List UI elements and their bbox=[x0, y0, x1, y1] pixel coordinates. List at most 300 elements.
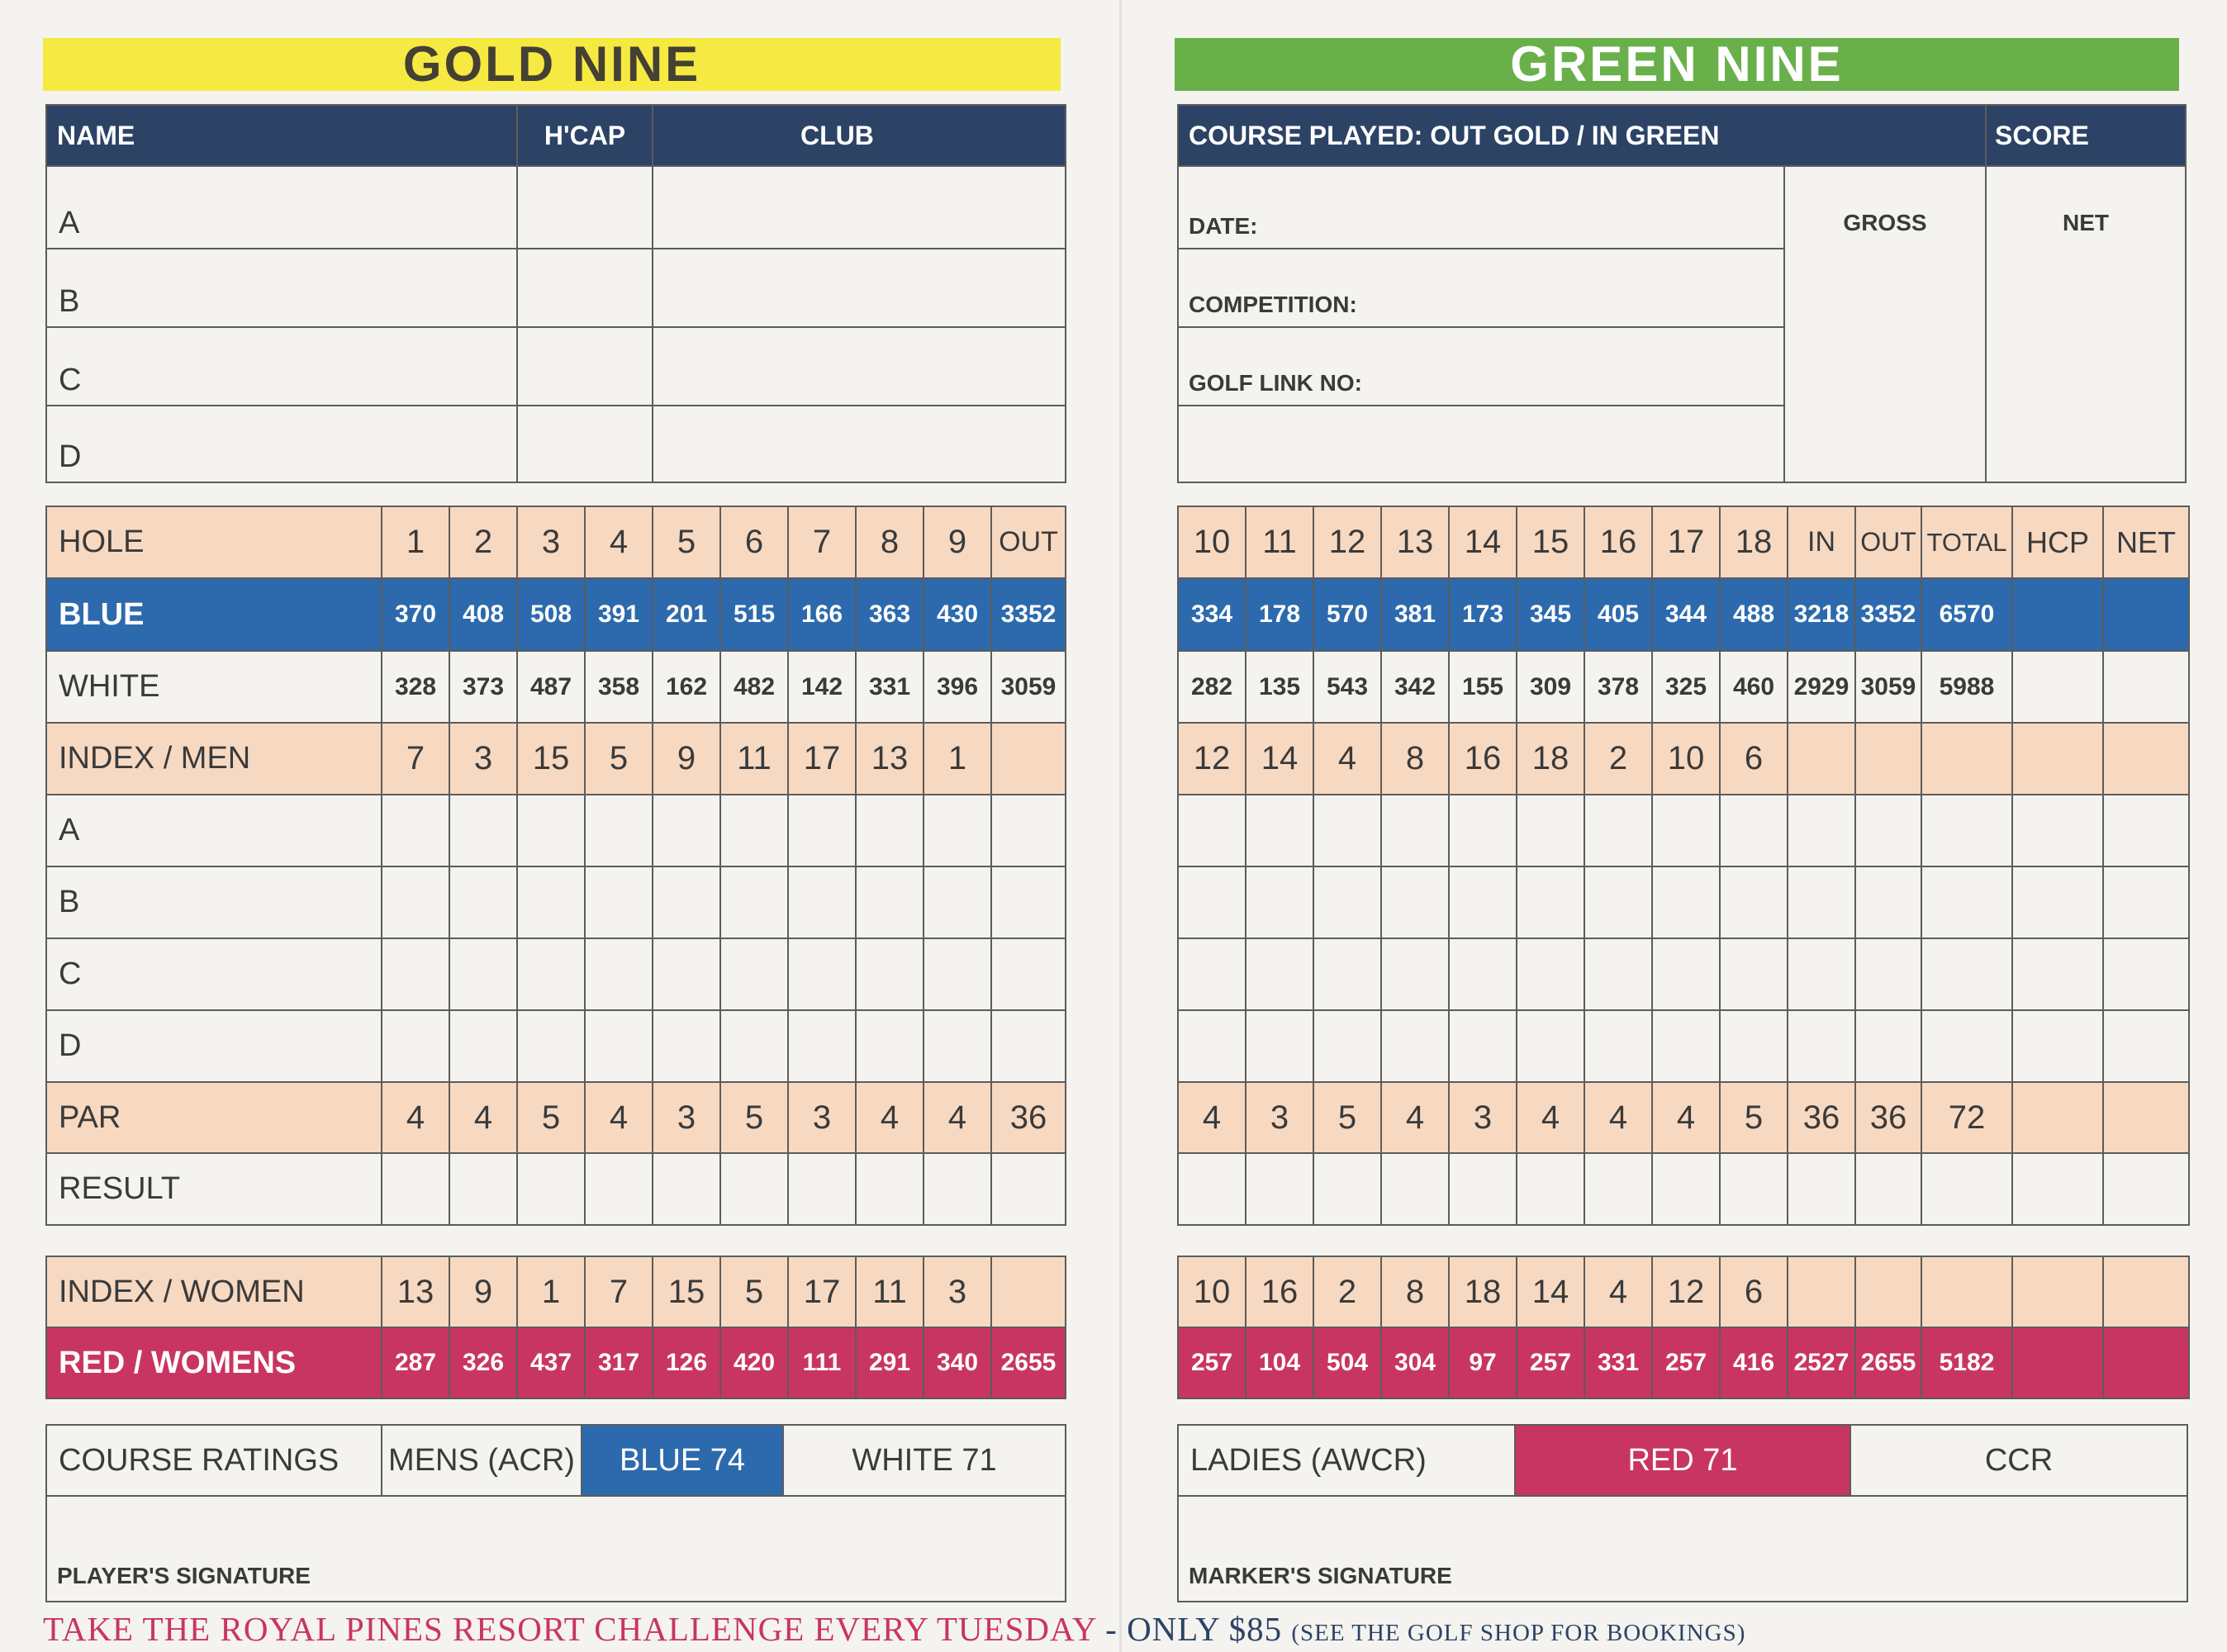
score-cell[interactable] bbox=[720, 795, 788, 866]
result-cell[interactable] bbox=[1313, 1153, 1381, 1225]
red-distance: 257 bbox=[1517, 1327, 1584, 1398]
score-in-cell[interactable] bbox=[1788, 1010, 1855, 1082]
blue-distance: 173 bbox=[1449, 578, 1517, 651]
green-nine-title: GREEN NINE bbox=[1510, 36, 1844, 92]
white-distance: 460 bbox=[1720, 651, 1788, 723]
score-cell[interactable] bbox=[856, 1010, 924, 1082]
out-header: OUT bbox=[1855, 506, 1921, 578]
score-hcp-cell[interactable] bbox=[2012, 795, 2103, 866]
red-in-total: 2527 bbox=[1788, 1327, 1855, 1398]
white-distance: 378 bbox=[1584, 651, 1652, 723]
blue-out-total: 3352 bbox=[991, 578, 1066, 651]
score-cell[interactable] bbox=[449, 866, 517, 938]
score-out-cell[interactable] bbox=[991, 866, 1066, 938]
red-distance: 104 bbox=[1246, 1327, 1313, 1398]
score-cell[interactable] bbox=[382, 938, 449, 1010]
result-cell[interactable] bbox=[1584, 1153, 1652, 1225]
score-cell[interactable] bbox=[1584, 938, 1652, 1010]
index-men-empty bbox=[1855, 723, 1921, 795]
player-b-hcap-field[interactable] bbox=[517, 249, 653, 327]
score-cell[interactable] bbox=[1178, 866, 1246, 938]
hole-number: 3 bbox=[517, 506, 585, 578]
red-grand-total: 5182 bbox=[1921, 1327, 2012, 1398]
score-cell[interactable] bbox=[517, 938, 585, 1010]
index-women-empty bbox=[2103, 1256, 2189, 1327]
score-in-cell[interactable] bbox=[1788, 938, 1855, 1010]
score-cell[interactable] bbox=[1720, 866, 1788, 938]
score-total-cell[interactable] bbox=[1921, 1010, 2012, 1082]
blue-distance: 405 bbox=[1584, 578, 1652, 651]
green-score-table bbox=[1177, 506, 2190, 1226]
score-net-cell[interactable] bbox=[2103, 866, 2189, 938]
result-net-cell[interactable] bbox=[2103, 1153, 2189, 1225]
score-cell[interactable] bbox=[382, 1010, 449, 1082]
index-men-value: 13 bbox=[856, 723, 924, 795]
score-row-d bbox=[1178, 1010, 2189, 1082]
white-distance: 396 bbox=[924, 651, 991, 723]
par-value: 4 bbox=[1381, 1082, 1449, 1153]
score-row-b bbox=[1178, 866, 2189, 938]
score-cell[interactable] bbox=[1246, 795, 1313, 866]
index-men-value: 5 bbox=[585, 723, 653, 795]
red-out-total: 2655 bbox=[1855, 1327, 1921, 1398]
score-total-cell[interactable] bbox=[1921, 795, 2012, 866]
par-grand-total: 72 bbox=[1921, 1082, 2012, 1153]
index-men-value: 14 bbox=[1246, 723, 1313, 795]
date-field[interactable] bbox=[1178, 166, 1784, 249]
red-distance: 420 bbox=[720, 1327, 788, 1398]
score-out-cell[interactable] bbox=[1855, 1010, 1921, 1082]
result-cell[interactable] bbox=[449, 1153, 517, 1225]
red-tee-row bbox=[1178, 1327, 2189, 1398]
score-cell[interactable] bbox=[449, 1010, 517, 1082]
score-cell[interactable] bbox=[1449, 795, 1517, 866]
blue-distance: 515 bbox=[720, 578, 788, 651]
score-net-cell[interactable] bbox=[2103, 1010, 2189, 1082]
hole-number: 18 bbox=[1720, 506, 1788, 578]
index-men-value: 16 bbox=[1449, 723, 1517, 795]
index-men-value: 10 bbox=[1652, 723, 1720, 795]
red-distance: 126 bbox=[653, 1327, 720, 1398]
score-cell[interactable] bbox=[788, 795, 856, 866]
player-a-club-field[interactable] bbox=[653, 166, 1066, 249]
result-cell[interactable] bbox=[788, 1153, 856, 1225]
score-cell[interactable] bbox=[1246, 1010, 1313, 1082]
red-distance: 304 bbox=[1381, 1327, 1449, 1398]
score-cell[interactable] bbox=[788, 1010, 856, 1082]
blue-out-total: 3352 bbox=[1855, 578, 1921, 651]
score-cell[interactable] bbox=[788, 938, 856, 1010]
white-distance: 373 bbox=[449, 651, 517, 723]
result-cell[interactable] bbox=[1720, 1153, 1788, 1225]
blue-tee-row bbox=[1178, 578, 2189, 651]
green-nine-banner bbox=[1175, 38, 2179, 91]
score-out-cell[interactable] bbox=[991, 938, 1066, 1010]
red-distance: 257 bbox=[1178, 1327, 1246, 1398]
result-in-cell[interactable] bbox=[1788, 1153, 1855, 1225]
hole-number: 14 bbox=[1449, 506, 1517, 578]
green-women-table bbox=[1177, 1256, 2190, 1399]
in-header: IN bbox=[1788, 506, 1855, 578]
score-cell[interactable] bbox=[856, 938, 924, 1010]
score-cell[interactable] bbox=[1584, 795, 1652, 866]
score-cell[interactable] bbox=[856, 866, 924, 938]
club-header: CLUB bbox=[653, 105, 1066, 166]
result-cell[interactable] bbox=[1449, 1153, 1517, 1225]
blue-distance: 508 bbox=[517, 578, 585, 651]
score-cell[interactable] bbox=[1720, 938, 1788, 1010]
promo-footer bbox=[43, 1611, 2191, 1647]
white-distance: 482 bbox=[720, 651, 788, 723]
par-value: 3 bbox=[1246, 1082, 1313, 1153]
marker-signature-field[interactable] bbox=[1178, 1496, 2187, 1602]
course-ratings-row bbox=[46, 1425, 1066, 1496]
green-ratings-table bbox=[1177, 1424, 2188, 1602]
score-in-cell[interactable] bbox=[1788, 795, 1855, 866]
player-a-hcap-field[interactable] bbox=[517, 166, 653, 249]
score-cell[interactable] bbox=[1584, 1010, 1652, 1082]
player-header-row bbox=[46, 105, 1066, 166]
index-women-value: 8 bbox=[1381, 1256, 1449, 1327]
score-cell[interactable] bbox=[1517, 795, 1584, 866]
index-women-value: 7 bbox=[585, 1256, 653, 1327]
hole-number: 7 bbox=[788, 506, 856, 578]
result-out-cell[interactable] bbox=[991, 1153, 1066, 1225]
blue-distance: 381 bbox=[1381, 578, 1449, 651]
card-fold bbox=[1119, 0, 1122, 1652]
net-header: NET bbox=[2103, 506, 2189, 578]
red-distance: 504 bbox=[1313, 1327, 1381, 1398]
score-cell[interactable] bbox=[1246, 866, 1313, 938]
course-played-header bbox=[1178, 105, 1986, 166]
score-total-cell[interactable] bbox=[1921, 938, 2012, 1010]
index-women-empty bbox=[1921, 1256, 2012, 1327]
score-cell[interactable] bbox=[1246, 938, 1313, 1010]
gross-score-field[interactable] bbox=[1784, 166, 1986, 482]
white-rating: WHITE 71 bbox=[783, 1425, 1066, 1496]
gold-player-table bbox=[45, 104, 1066, 483]
hole-label: HOLE bbox=[46, 506, 382, 578]
red-label: RED / WOMENS bbox=[46, 1327, 382, 1398]
red-distance: 326 bbox=[449, 1327, 517, 1398]
score-hcp-cell[interactable] bbox=[2012, 1010, 2103, 1082]
score-cell[interactable] bbox=[1178, 1010, 1246, 1082]
score-cell[interactable] bbox=[720, 938, 788, 1010]
hole-row bbox=[1178, 506, 2189, 578]
score-cell[interactable] bbox=[517, 1010, 585, 1082]
hole-number: 9 bbox=[924, 506, 991, 578]
net-score-field[interactable] bbox=[1986, 166, 2186, 482]
par-value: 4 bbox=[1652, 1082, 1720, 1153]
blue-distance: 488 bbox=[1720, 578, 1788, 651]
player-row bbox=[46, 249, 1066, 327]
score-cell[interactable] bbox=[1381, 1010, 1449, 1082]
score-net-cell[interactable] bbox=[2103, 938, 2189, 1010]
index-men-empty bbox=[2103, 723, 2189, 795]
white-distance: 162 bbox=[653, 651, 720, 723]
gold-women-table bbox=[45, 1256, 1066, 1399]
index-women-value: 10 bbox=[1178, 1256, 1246, 1327]
score-cell[interactable] bbox=[1517, 866, 1584, 938]
index-women-value: 13 bbox=[382, 1256, 449, 1327]
score-cell[interactable] bbox=[1652, 938, 1720, 1010]
info-blank-cell bbox=[1178, 406, 1784, 482]
score-cell[interactable] bbox=[1178, 938, 1246, 1010]
score-cell[interactable] bbox=[1517, 938, 1584, 1010]
score-cell[interactable] bbox=[1517, 1010, 1584, 1082]
hole-number: 8 bbox=[856, 506, 924, 578]
index-men-value: 9 bbox=[653, 723, 720, 795]
par-hcp-cell bbox=[2012, 1082, 2103, 1153]
index-women-empty bbox=[2012, 1256, 2103, 1327]
result-cell[interactable] bbox=[382, 1153, 449, 1225]
index-women-empty bbox=[1855, 1256, 1921, 1327]
score-cell[interactable] bbox=[924, 866, 991, 938]
white-distance: 331 bbox=[856, 651, 924, 723]
result-cell[interactable] bbox=[720, 1153, 788, 1225]
promo-text: TAKE THE ROYAL PINES RESORT CHALLENGE EVERY TUESDAY bbox=[43, 1610, 1096, 1648]
red-distance: 111 bbox=[788, 1327, 856, 1398]
score-out-cell[interactable] bbox=[1855, 866, 1921, 938]
index-men-empty bbox=[2012, 723, 2103, 795]
score-cell[interactable] bbox=[1652, 795, 1720, 866]
player-signature-field[interactable] bbox=[46, 1496, 1066, 1602]
score-cell[interactable] bbox=[382, 795, 449, 866]
result-cell[interactable] bbox=[1517, 1153, 1584, 1225]
blue-distance: 178 bbox=[1246, 578, 1313, 651]
result-total-cell[interactable] bbox=[1921, 1153, 2012, 1225]
white-out-total: 3059 bbox=[991, 651, 1066, 723]
score-cell[interactable] bbox=[585, 1010, 653, 1082]
score-cell[interactable] bbox=[653, 1010, 720, 1082]
total-header: TOTAL bbox=[1921, 506, 2012, 578]
result-cell[interactable] bbox=[653, 1153, 720, 1225]
red-distance: 97 bbox=[1449, 1327, 1517, 1398]
score-cell[interactable] bbox=[449, 795, 517, 866]
score-cell[interactable] bbox=[1313, 866, 1381, 938]
player-c-hcap-field[interactable] bbox=[517, 327, 653, 406]
score-cell[interactable] bbox=[1178, 795, 1246, 866]
index-men-value: 11 bbox=[720, 723, 788, 795]
gold-score-table bbox=[45, 506, 1066, 1226]
index-men-value: 4 bbox=[1313, 723, 1381, 795]
score-cell[interactable] bbox=[720, 866, 788, 938]
index-men-value: 3 bbox=[449, 723, 517, 795]
white-net-cell bbox=[2103, 651, 2189, 723]
index-men-value: 1 bbox=[924, 723, 991, 795]
player-row bbox=[46, 166, 1066, 249]
blue-distance: 391 bbox=[585, 578, 653, 651]
blue-net-cell bbox=[2103, 578, 2189, 651]
score-cell[interactable] bbox=[1381, 938, 1449, 1010]
player-signature-row bbox=[46, 1496, 1066, 1602]
mens-acr-label: MENS (ACR) bbox=[382, 1425, 582, 1496]
blue-distance: 570 bbox=[1313, 578, 1381, 651]
index-women-value: 2 bbox=[1313, 1256, 1381, 1327]
score-cell[interactable] bbox=[517, 795, 585, 866]
player-d-hcap-field[interactable] bbox=[517, 406, 653, 482]
competition-field[interactable] bbox=[1178, 249, 1784, 327]
score-cell[interactable] bbox=[653, 866, 720, 938]
course-ratings-label: COURSE RATINGS bbox=[46, 1425, 382, 1496]
score-cell[interactable] bbox=[1449, 1010, 1517, 1082]
index-men-value: 7 bbox=[382, 723, 449, 795]
index-women-value: 16 bbox=[1246, 1256, 1313, 1327]
score-cell[interactable] bbox=[1313, 1010, 1381, 1082]
player-d-label: D bbox=[46, 406, 517, 482]
score-net-cell[interactable] bbox=[2103, 795, 2189, 866]
index-men-value: 6 bbox=[1720, 723, 1788, 795]
hole-row bbox=[46, 506, 1066, 578]
score-cell[interactable] bbox=[382, 866, 449, 938]
score-out-cell[interactable] bbox=[1855, 938, 1921, 1010]
result-cell[interactable] bbox=[1246, 1153, 1313, 1225]
hole-number: 11 bbox=[1246, 506, 1313, 578]
player-a-label: A bbox=[46, 166, 517, 249]
score-cell[interactable] bbox=[1449, 866, 1517, 938]
blue-distance: 345 bbox=[1517, 578, 1584, 651]
hole-number: 10 bbox=[1178, 506, 1246, 578]
par-value: 3 bbox=[788, 1082, 856, 1153]
score-cell[interactable] bbox=[449, 938, 517, 1010]
score-hcp-cell[interactable] bbox=[2012, 866, 2103, 938]
score-cell[interactable] bbox=[924, 1010, 991, 1082]
red-tee-row bbox=[46, 1327, 1066, 1398]
white-distance: 325 bbox=[1652, 651, 1720, 723]
white-distance: 342 bbox=[1381, 651, 1449, 723]
score-out-cell[interactable] bbox=[1855, 795, 1921, 866]
score-cell[interactable] bbox=[720, 1010, 788, 1082]
score-cell[interactable] bbox=[1720, 1010, 1788, 1082]
index-women-value: 3 bbox=[924, 1256, 991, 1327]
score-cell[interactable] bbox=[1381, 866, 1449, 938]
score-cell[interactable] bbox=[517, 866, 585, 938]
red-distance: 331 bbox=[1584, 1327, 1652, 1398]
score-hcp-cell[interactable] bbox=[2012, 938, 2103, 1010]
result-cell[interactable] bbox=[1178, 1153, 1246, 1225]
score-cell[interactable] bbox=[585, 866, 653, 938]
white-distance: 328 bbox=[382, 651, 449, 723]
par-row bbox=[46, 1082, 1066, 1153]
score-cell[interactable] bbox=[1381, 795, 1449, 866]
white-tee-row bbox=[46, 651, 1066, 723]
hole-number: 15 bbox=[1517, 506, 1584, 578]
index-men-value: 17 bbox=[788, 723, 856, 795]
score-cell[interactable] bbox=[788, 866, 856, 938]
white-distance: 282 bbox=[1178, 651, 1246, 723]
red-distance: 291 bbox=[856, 1327, 924, 1398]
hcap-header: H'CAP bbox=[517, 105, 653, 166]
score-cell[interactable] bbox=[924, 795, 991, 866]
hole-number: 16 bbox=[1584, 506, 1652, 578]
result-cell[interactable] bbox=[924, 1153, 991, 1225]
par-out-total: 36 bbox=[1855, 1082, 1921, 1153]
par-value: 5 bbox=[1313, 1082, 1381, 1153]
result-row bbox=[1178, 1153, 2189, 1225]
blue-distance: 430 bbox=[924, 578, 991, 651]
blue-distance: 201 bbox=[653, 578, 720, 651]
player-row bbox=[46, 327, 1066, 406]
index-men-value: 2 bbox=[1584, 723, 1652, 795]
name-header: NAME bbox=[46, 105, 517, 166]
result-cell[interactable] bbox=[585, 1153, 653, 1225]
index-women-empty bbox=[991, 1256, 1066, 1327]
score-row-c bbox=[46, 938, 1066, 1010]
out-header: OUT bbox=[991, 506, 1066, 578]
golf-link-field[interactable] bbox=[1178, 327, 1784, 406]
date-row bbox=[1178, 166, 2186, 249]
ladies-awcr-label: LADIES (AWCR) bbox=[1178, 1425, 1515, 1496]
score-cell[interactable] bbox=[1313, 938, 1381, 1010]
hole-number: 12 bbox=[1313, 506, 1381, 578]
score-total-cell[interactable] bbox=[1921, 866, 2012, 938]
index-men-value: 8 bbox=[1381, 723, 1449, 795]
player-b-club-field[interactable] bbox=[653, 249, 1066, 327]
result-cell[interactable] bbox=[1381, 1153, 1449, 1225]
white-in-total: 2929 bbox=[1788, 651, 1855, 723]
player-d-club-field[interactable] bbox=[653, 406, 1066, 482]
blue-distance: 363 bbox=[856, 578, 924, 651]
index-women-row bbox=[1178, 1256, 2189, 1327]
score-cell[interactable] bbox=[653, 795, 720, 866]
score-cell[interactable] bbox=[856, 795, 924, 866]
red-distance: 437 bbox=[517, 1327, 585, 1398]
score-row-d bbox=[46, 1010, 1066, 1082]
index-women-value: 14 bbox=[1517, 1256, 1584, 1327]
index-women-value: 11 bbox=[856, 1256, 924, 1327]
score-cell[interactable] bbox=[924, 938, 991, 1010]
white-distance: 487 bbox=[517, 651, 585, 723]
score-cell[interactable] bbox=[1720, 795, 1788, 866]
index-women-value: 9 bbox=[449, 1256, 517, 1327]
score-cell[interactable] bbox=[1652, 866, 1720, 938]
score-out-cell[interactable] bbox=[991, 1010, 1066, 1082]
result-hcp-cell[interactable] bbox=[2012, 1153, 2103, 1225]
white-out-total: 3059 bbox=[1855, 651, 1921, 723]
score-cell[interactable] bbox=[585, 795, 653, 866]
player-c-label: C bbox=[46, 327, 517, 406]
player-c-club-field[interactable] bbox=[653, 327, 1066, 406]
date-label: DATE: bbox=[1189, 213, 1258, 239]
score-out-cell[interactable] bbox=[991, 795, 1066, 866]
par-in-total: 36 bbox=[1788, 1082, 1855, 1153]
result-label: RESULT bbox=[46, 1153, 382, 1225]
score-cell[interactable] bbox=[653, 938, 720, 1010]
ccr-label: CCR bbox=[1850, 1425, 2187, 1496]
par-value: 4 bbox=[382, 1082, 449, 1153]
score-cell[interactable] bbox=[1449, 938, 1517, 1010]
result-out-cell[interactable] bbox=[1855, 1153, 1921, 1225]
score-player-label: C bbox=[46, 938, 382, 1010]
hcp-header: HCP bbox=[2012, 506, 2103, 578]
score-in-cell[interactable] bbox=[1788, 866, 1855, 938]
blue-distance: 344 bbox=[1652, 578, 1720, 651]
par-value: 4 bbox=[856, 1082, 924, 1153]
white-distance: 135 bbox=[1246, 651, 1313, 723]
result-cell[interactable] bbox=[1652, 1153, 1720, 1225]
score-cell[interactable] bbox=[1313, 795, 1381, 866]
red-distance: 287 bbox=[382, 1327, 449, 1398]
result-cell[interactable] bbox=[856, 1153, 924, 1225]
marker-signature-label: MARKER'S SIGNATURE bbox=[1189, 1563, 1452, 1588]
result-cell[interactable] bbox=[517, 1153, 585, 1225]
score-cell[interactable] bbox=[1584, 866, 1652, 938]
score-cell[interactable] bbox=[1652, 1010, 1720, 1082]
score-cell[interactable] bbox=[585, 938, 653, 1010]
net-label: NET bbox=[2063, 210, 2109, 235]
red-rating: RED 71 bbox=[1515, 1425, 1850, 1496]
course-played-label: COURSE PLAYED: OUT GOLD / IN GREEN bbox=[1189, 120, 1720, 150]
